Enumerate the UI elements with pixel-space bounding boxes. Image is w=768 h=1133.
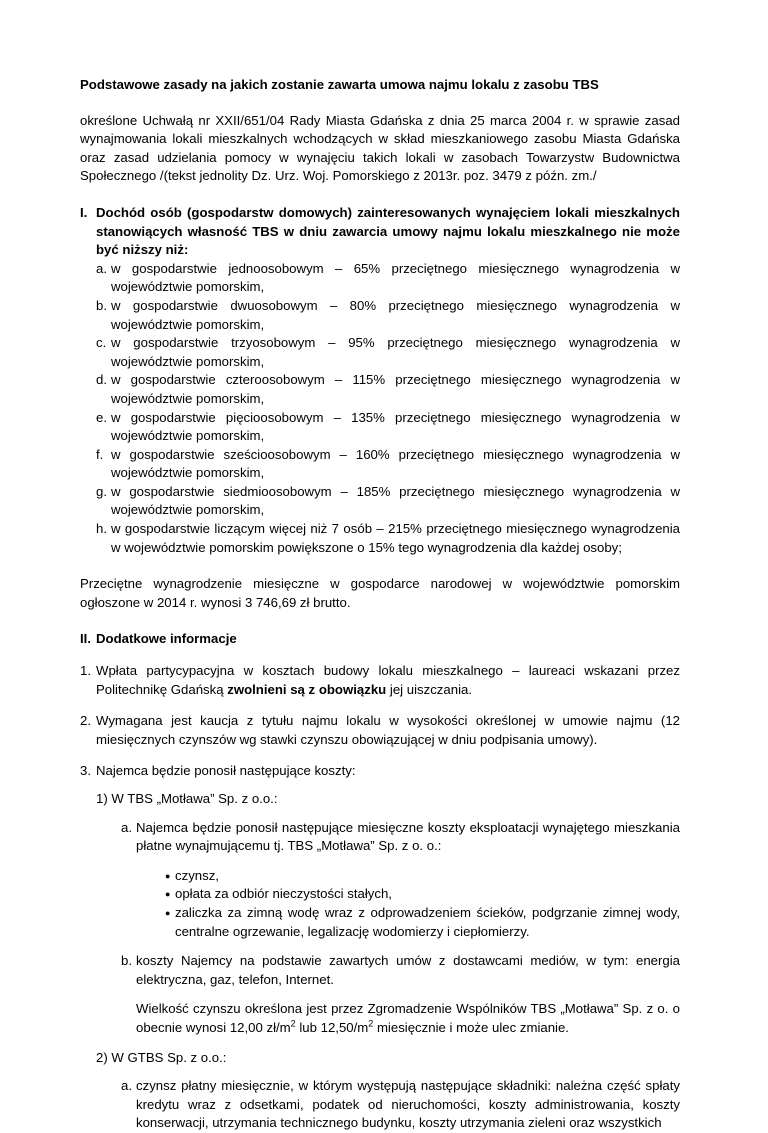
item-marker: 3. [80, 763, 91, 779]
item-marker: a. [121, 1078, 132, 1094]
income-threshold-list [96, 260, 680, 558]
item-text: opłata za odbiór nieczystości stałych, [175, 886, 392, 902]
section-2-header [80, 630, 680, 649]
item-text: Wymagana jest kaucja z tytułu najmu lokalu w wysokości określonej w umowie najmu (12 miesięcznych czynszów wg stawki czynszu obowiązującej w dniu podpisania umowy). [96, 713, 680, 747]
list-item [96, 520, 680, 557]
item-text: czynsz płatny miesięcznie, w którym występują następujące składniki: należna część spłaty kredytu wraz z odsetkami, podatek od nieruchomości, koszty administrowania, koszty konserwacji, utrzymania technicznego budynku, koszty utrzymania zieleni oraz wszystkich [136, 1078, 680, 1131]
cost-item-a [121, 819, 680, 856]
section-2-heading: Dodatkowe informacje [96, 631, 237, 647]
item-text: w gospodarstwie pięcioosobowym – 135% przeciętnego miesięcznego wynagrodzenia w województwie pomorskim, [111, 409, 680, 444]
item-marker: h. [96, 521, 107, 537]
bullet-icon: ● [165, 870, 171, 881]
list-item [165, 867, 680, 886]
item-text: w gospodarstwie jednoosobowym – 65% przeciętnego miesięcznego wynagrodzenia w województwie pomorskim, [111, 260, 680, 295]
item-marker: b. [121, 953, 132, 969]
superscript: 2 [368, 1018, 374, 1029]
item-text-bold: zwolnieni są z obowiązku [227, 681, 387, 697]
item-marker: f. [96, 446, 104, 462]
item-text-part: Wpłata partycypacyjna w kosztach budowy lokalu mieszkalnego – laureaci wskazani przez Politechnikę Gdańską [96, 663, 680, 697]
subsection-heading: 1) W TBS „Motława” Sp. z o.o.: [96, 791, 278, 806]
rent-text: Wielkość czynszu określona jest przez Zgromadzenie Wspólników TBS „Motława” Sp. z o. o obecnie wynosi 12,00 zł/m [136, 1001, 680, 1035]
item-text-part: jej uiszczania. [386, 681, 472, 697]
cost-item-a [121, 1077, 680, 1133]
rent-text: lub 12,50/m [295, 1019, 369, 1035]
list-item [96, 260, 680, 297]
item-marker: 2. [80, 713, 91, 729]
info-item-2 [80, 712, 680, 749]
list-item [165, 885, 680, 904]
item-text: koszty Najemcy na podstawie zawartych umów z dostawcami mediów, w tym: energia elektryczna, gaz, telefon, Internet. [136, 953, 680, 987]
item-marker: a. [96, 260, 107, 276]
item-text [96, 662, 680, 699]
item-marker: a. [121, 819, 132, 835]
item-text: w gospodarstwie liczącym więcej niż 7 osób – 215% przeciętnego miesięcznego wynagrodzenia w województwie pomorskim powiększone o 15% tego wynagrodzenia dla każdej osoby; [111, 521, 680, 555]
item-text: Najemca będzie ponosił następujące miesięczne koszty eksploatacji wynajętego mieszkania płatne wynajmującemu tj. TBS „Motława” Sp. z o. o.: [136, 819, 680, 854]
item-marker: b. [96, 297, 107, 313]
bullet-icon: ● [165, 907, 171, 918]
document-title: Podstawowe zasady na jakich zostanie zawarta umowa najmu lokalu z zasobu TBS [80, 77, 599, 92]
cost-bullet-list [165, 867, 680, 941]
list-item [96, 334, 680, 371]
superscript: 2 [290, 1018, 296, 1029]
item-text: w gospodarstwie sześcioosobowym – 160% przeciętnego miesięcznego wynagrodzenia w województwie pomorskim, [111, 446, 680, 481]
rent-amount-paragraph [136, 1000, 680, 1037]
item-text: Najemca będzie ponosił następujące koszty: [96, 763, 356, 779]
item-marker: 1. [80, 663, 91, 679]
average-salary-paragraph: Przeciętne wynagrodzenie miesięczne w gospodarce narodowej w województwie pomorskim ogłoszone w 2014 r. wynosi 3 746,69 zł brutto. [80, 576, 680, 610]
list-item [96, 483, 680, 520]
item-text: w gospodarstwie trzyosobowym – 95% przeciętnego miesięcznego wynagrodzenia w województwie pomorskim, [111, 335, 680, 369]
bullet-icon: ● [165, 889, 171, 900]
subsection-motlawa [96, 790, 680, 1038]
section-1-number: I. [80, 204, 88, 220]
intro-paragraph: określone Uchwałą nr XXII/651/04 Rady Miasta Gdańska z dnia 25 marca 2004 r. w sprawie zasad wynajmowania lokali mieszkalnych wchodzących w skład mieszkaniowego zasobu Miasta Gdańska oraz zasad udzielania pomocy w wynajęciu takich lokali w zasobach Towarzystw Budownictwa Społecznego /(tekst jednolity Dz. Urz. Woj. Pomorskiego z 2013r. poz. 3479 z późn. zm./ [80, 112, 680, 184]
list-item [96, 446, 680, 483]
list-item [96, 371, 680, 408]
section-1 [80, 204, 680, 557]
cost-item-b [121, 952, 680, 989]
item-text: zaliczka za zimną wodę wraz z odprowadzeniem ścieków, podgrzanie zimnej wody, centralne ogrzewanie, legalizację wodomierzy i ciepłomierzy. [175, 904, 680, 939]
item-text: czynsz, [175, 867, 219, 883]
item-marker: g. [96, 483, 107, 499]
item-marker: e. [96, 409, 107, 425]
item-text: w gospodarstwie czteroosobowym – 115% przeciętnego miesięcznego wynagrodzenia w województwie pomorskim, [111, 372, 680, 406]
item-marker: d. [96, 372, 107, 388]
list-item [165, 904, 680, 941]
item-marker: c. [96, 335, 107, 351]
item-text: w gospodarstwie siedmioosobowym – 185% przeciętnego miesięcznego wynagrodzenia w województwie pomorskim, [111, 483, 680, 518]
section-2-number: II. [80, 631, 91, 647]
rent-text: miesięcznie i może ulec zmianie. [373, 1019, 569, 1035]
info-item-1 [80, 662, 680, 699]
item-text: w gospodarstwie dwuosobowym – 80% przeciętnego miesięcznego wynagrodzenia w województwie pomorskim, [111, 297, 680, 332]
section-1-heading: Dochód osób (gospodarstw domowych) zainteresowanych wynajęciem lokali mieszkalnych stanowiących własność TBS w dniu zawarcia umowy najmu lokalu mieszkalnego nie może być niższy niż: [96, 204, 680, 258]
subsection-heading: 2) W GTBS Sp. z o.o.: [96, 1049, 227, 1065]
info-item-3 [80, 762, 680, 781]
list-item [96, 297, 680, 334]
subsection-gtbs [96, 1049, 680, 1133]
list-item [96, 409, 680, 446]
